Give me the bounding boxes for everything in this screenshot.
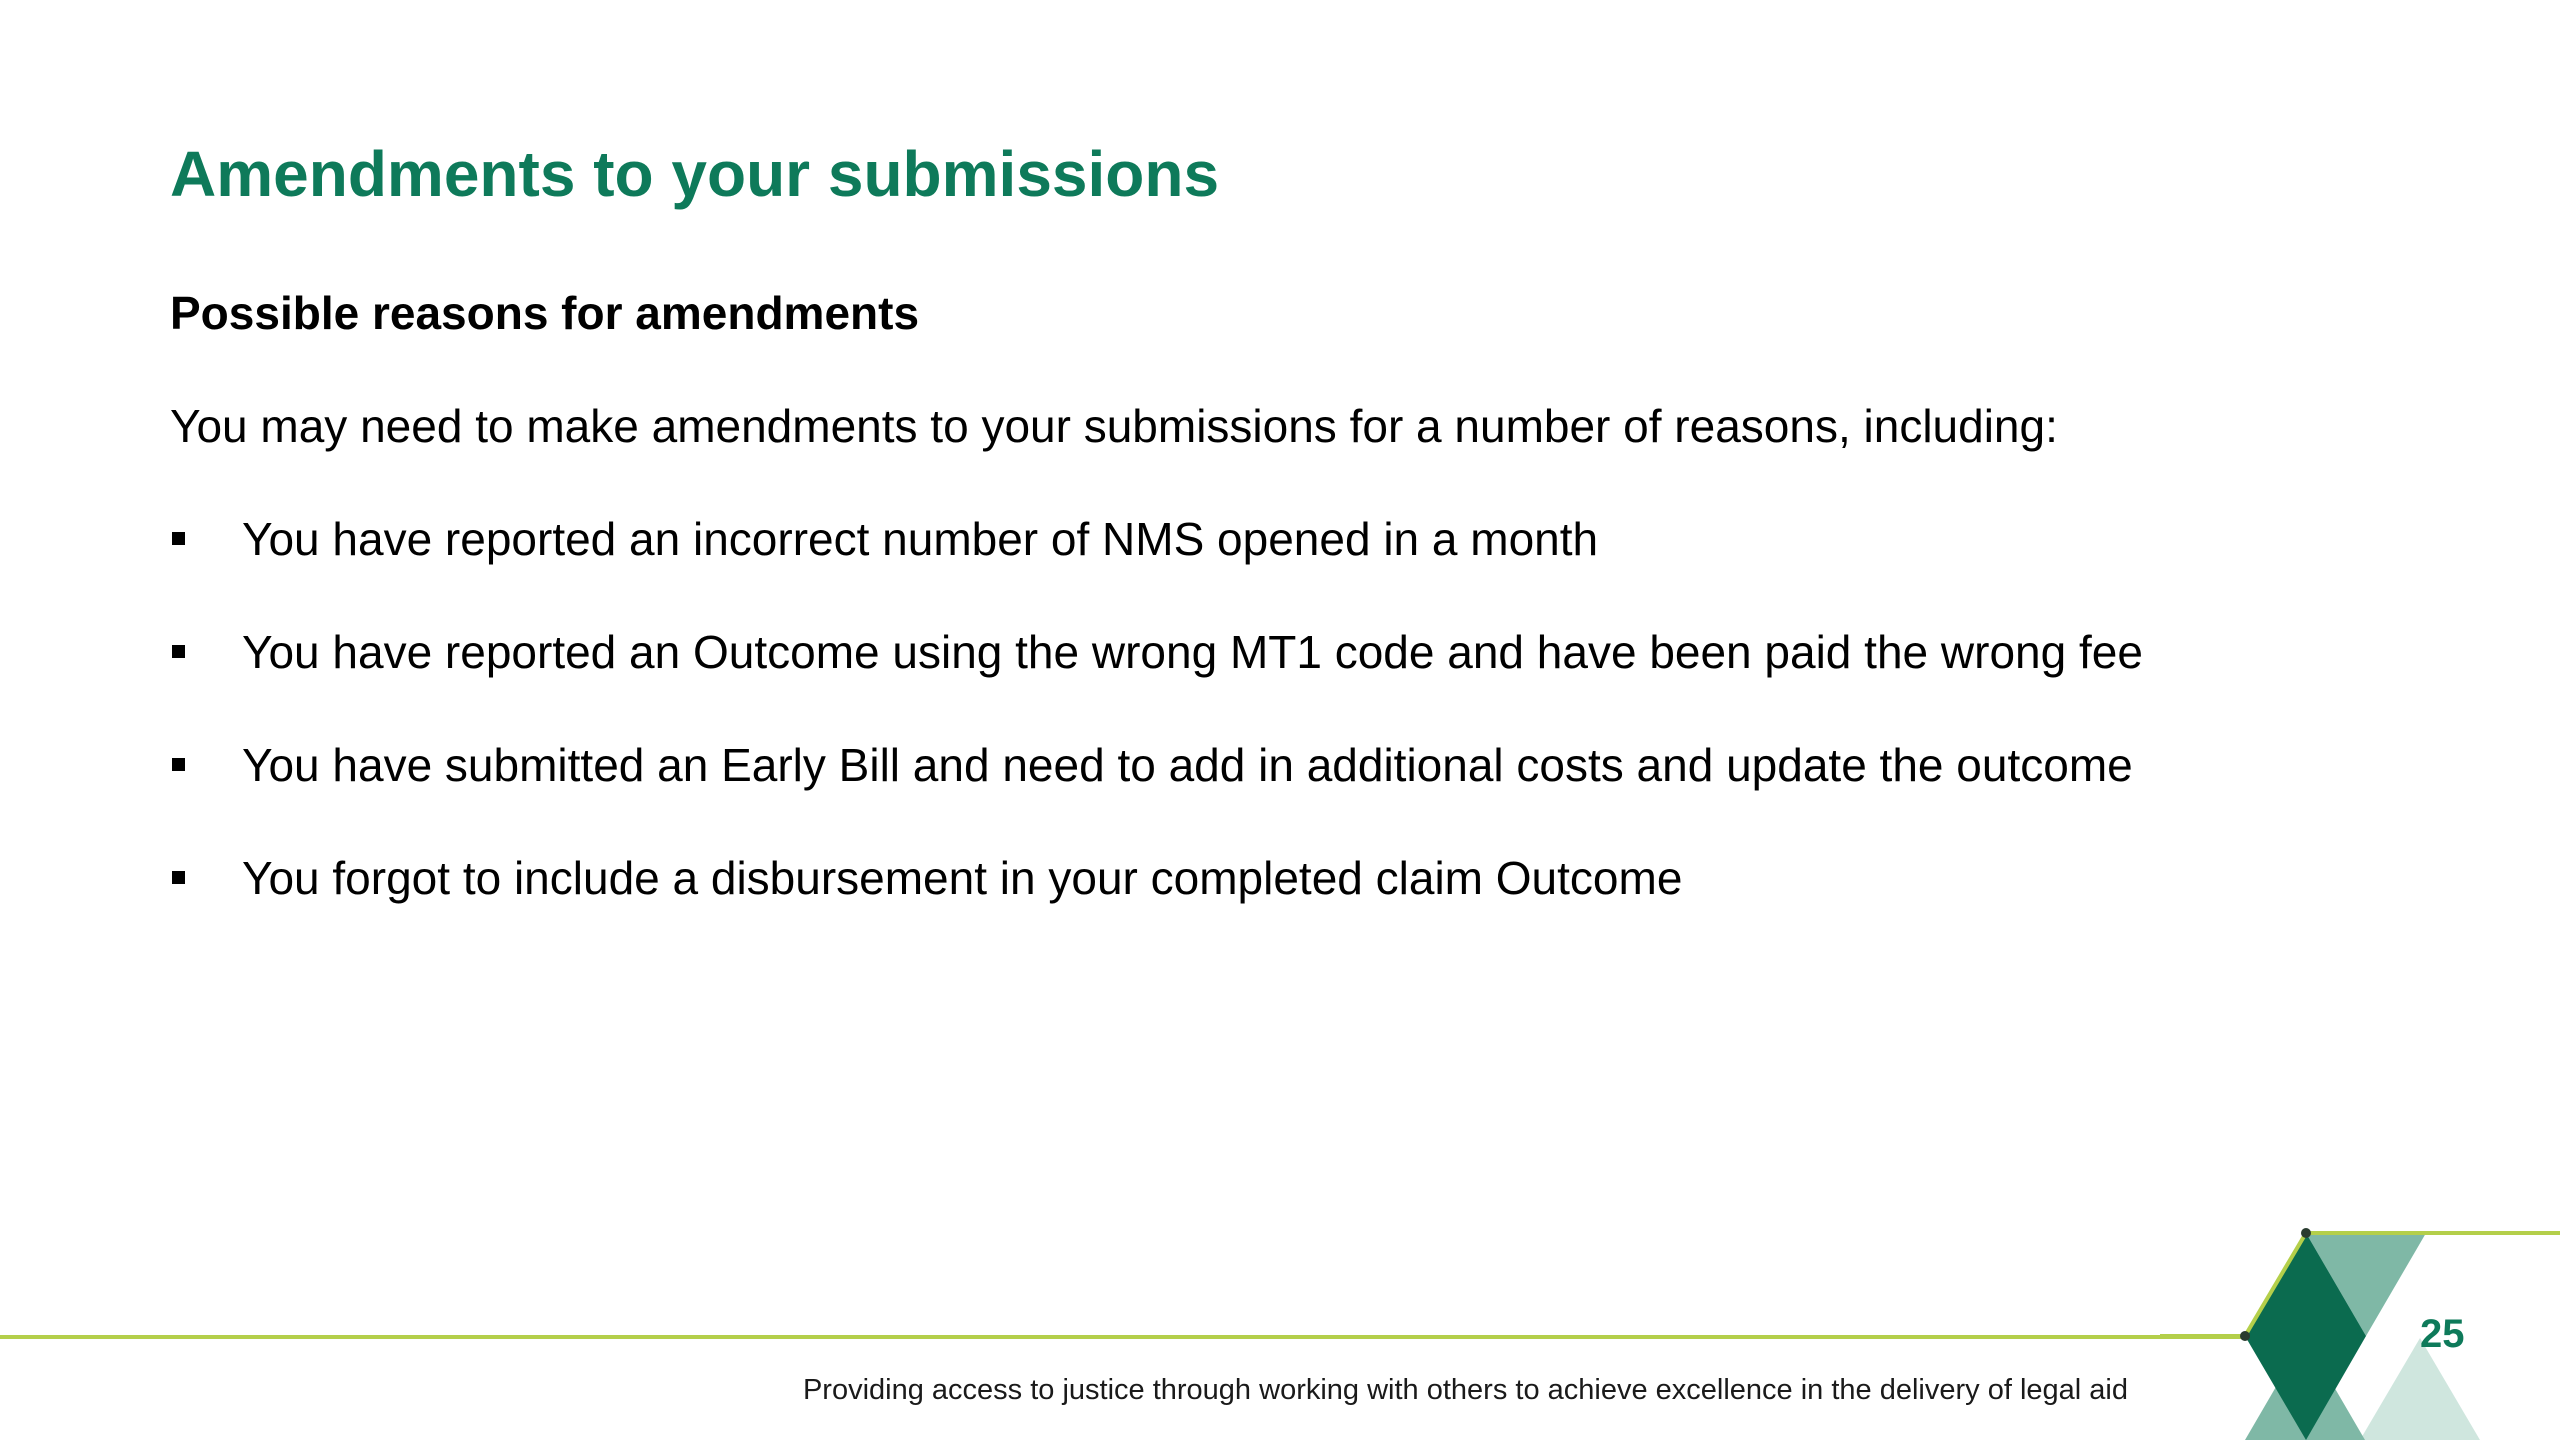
page-title: Amendments to your submissions bbox=[170, 138, 1220, 210]
square-bullet-icon bbox=[172, 871, 185, 884]
list-item-text: You have reported an Outcome using the wrong MT1 code and have been paid the wrong fee bbox=[242, 626, 2143, 678]
joint-dot-top bbox=[2301, 1228, 2311, 1238]
list-item-text: You have reported an incorrect number of NMS opened in a month bbox=[242, 513, 1599, 565]
joint-dot-left bbox=[2240, 1331, 2250, 1341]
section-subheading: Possible reasons for amendments bbox=[170, 287, 920, 339]
square-bullet-icon bbox=[172, 532, 185, 545]
square-bullet-icon bbox=[172, 758, 185, 771]
list-item-text: You have submitted an Early Bill and need to add in additional costs and update the outcome bbox=[242, 739, 2133, 791]
page-number: 25 bbox=[2420, 1312, 2465, 1356]
footer-tagline: Providing access to justice through working with others to achieve excellence in the delivery of legal aid bbox=[802, 1374, 2128, 1406]
intro-paragraph: You may need to make amendments to your submissions for a number of reasons, including: bbox=[170, 400, 2058, 452]
footer-divider bbox=[0, 1335, 2250, 1339]
square-bullet-icon bbox=[172, 645, 185, 658]
corner-triangles-graphic bbox=[2160, 1200, 2560, 1440]
list-item-text: You forgot to include a disbursement in your completed claim Outcome bbox=[242, 852, 1683, 904]
